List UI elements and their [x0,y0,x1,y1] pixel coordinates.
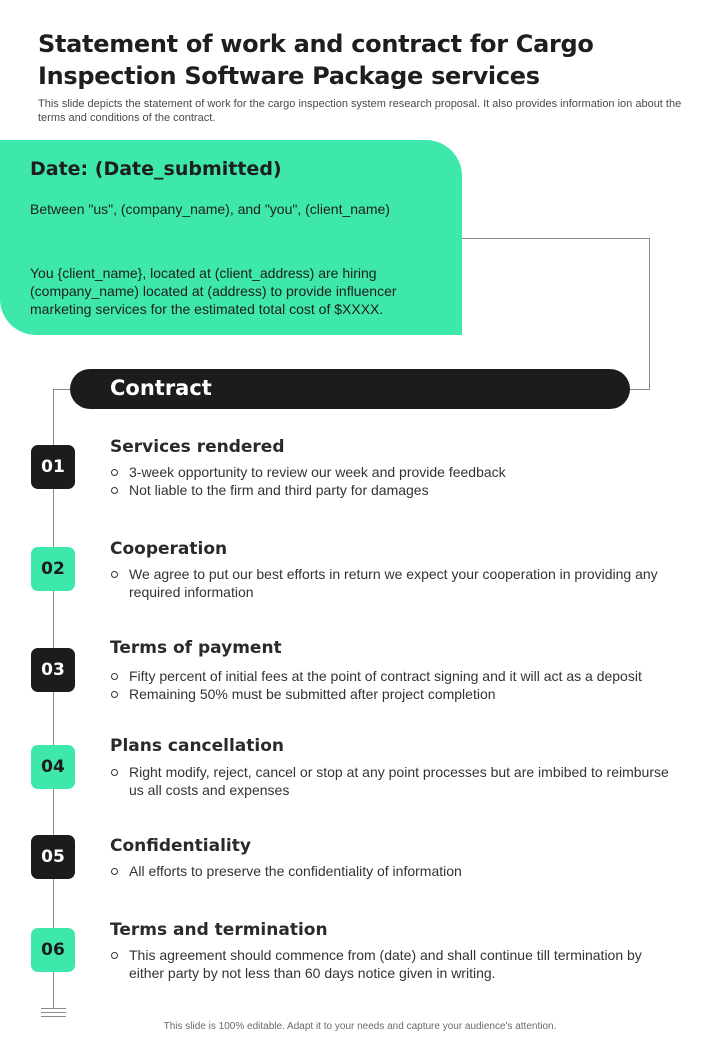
section-bullet-text: 3-week opportunity to review our week and provide feedback [129,464,506,480]
section-bullet-text: Remaining 50% must be submitted after project completion [129,686,496,702]
page-subtitle: This slide depicts the statement of work for the cargo inspection system research proposal. It also provides information ion about the terms and conditions of the contract. [38,98,682,124]
footer-note: This slide is 100% editable. Adapt it to your needs and capture your audience's attention. [163,1021,557,1032]
circle-bullet-icon [111,571,118,578]
section-number-badge: 04 [31,745,75,789]
section-number-badge: 03 [31,648,75,692]
section-number-badge: 06 [31,928,75,972]
date-box [0,140,462,335]
circle-bullet-icon [111,868,118,875]
date-parties-text: Between "us", (company_name), and "you", (client_name) [30,201,390,217]
section-bullet-text: We agree to put our best efforts in return we expect your cooperation in providing any required information [129,566,658,600]
section-number-badge: 02 [31,547,75,591]
section-number-badge: 01 [31,445,75,489]
circle-bullet-icon [111,952,118,959]
section-bullet-list [110,463,670,499]
section-title: Terms of payment [110,638,282,658]
page-title: Statement of work and contract for Cargo Inspection Software Package services [38,30,594,90]
section-bullet-list [110,946,670,982]
section-bullet [110,862,670,880]
connector-line [628,389,650,390]
timeline-lead-line [53,389,70,390]
connector-line [462,238,650,239]
section-bullet [110,685,670,703]
circle-bullet-icon [111,487,118,494]
circle-bullet-icon [111,673,118,680]
section-number-badge: 05 [31,835,75,879]
section-bullet [110,565,670,601]
circle-bullet-icon [111,469,118,476]
section-bullet-text: Right modify, reject, cancel or stop at any point processes but are imbibed to reimburse us all costs and expenses [129,764,669,798]
ground-symbol [41,1016,66,1017]
ground-symbol [41,1008,66,1009]
section-title: Plans cancellation [110,736,285,756]
section-title: Cooperation [110,539,228,559]
section-bullet-text: Fifty percent of initial fees at the point of contract signing and it will act as a deposit [129,668,642,684]
circle-bullet-icon [111,691,118,698]
section-bullet-text: Not liable to the firm and third party for damages [129,482,429,498]
section-bullet-list [110,667,670,703]
section-title: Services rendered [110,437,285,457]
section-bullet-text: This agreement should commence from (date) and shall continue till termination by either party by not less than 60 days notice given in writing. [129,947,642,981]
section-bullet [110,481,670,499]
contract-banner [70,369,630,409]
contract-label: Contract [110,376,212,400]
connector-line [649,238,650,390]
date-heading: Date: (Date_submitted) [30,158,282,180]
section-bullet [110,667,670,685]
section-bullet [110,946,670,982]
section-bullet [110,763,670,799]
section-bullet-list [110,565,670,601]
section-title: Confidentiality [110,836,251,856]
section-title: Terms and termination [110,920,328,940]
section-bullet-list [110,862,670,880]
section-bullet-text: All efforts to preserve the confidentiality of information [129,863,462,879]
circle-bullet-icon [111,769,118,776]
ground-symbol [41,1012,66,1013]
section-bullet [110,463,670,481]
date-engagement-text: You {client_name}, located at (client_address) are hiring (company_name) located at (address) to provide influencer marketing services for the estimated total cost of $XXXX. [30,265,397,317]
section-bullet-list [110,763,670,799]
